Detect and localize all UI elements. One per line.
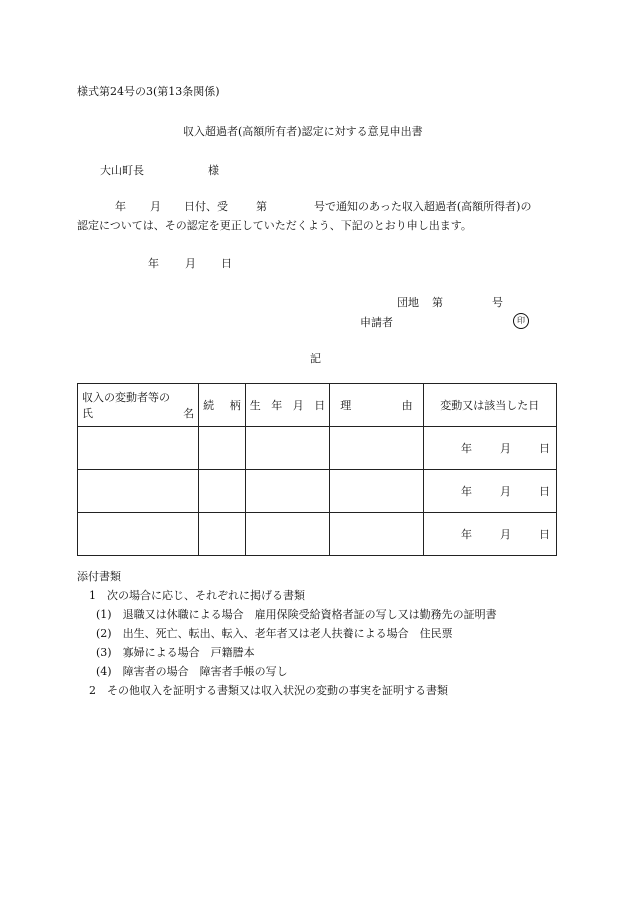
attachment-sub-item: (1) 退職又は休職による場合 雇用保険受給資格者証の写し又は勤務先の証明書 — [96, 608, 497, 621]
intro-month: 月 — [150, 200, 161, 213]
attachments-heading: 添付書類 — [77, 570, 121, 583]
header-change-date: 変動又は該当した日 — [423, 384, 556, 427]
header-relation — [199, 384, 246, 427]
table-row — [78, 427, 557, 470]
intro-line2: 認定については、その認定を更正していただくよう、下記のとおり申し出ます。 — [77, 219, 472, 232]
cell-change-date[interactable] — [423, 470, 556, 513]
intro-day-received: 日付、受 — [184, 200, 228, 213]
table-row — [78, 513, 557, 556]
header-reason-b: 由 — [401, 399, 413, 412]
attachment-sub-item: (3) 寡婦による場合 戸籍謄本 — [96, 646, 255, 659]
addressee-name: 大山町長 — [100, 164, 144, 177]
header-reason-a: 理 — [340, 399, 352, 412]
document-title: 収入超過者(高額所有者)認定に対する意見申出書 — [183, 125, 423, 138]
row-year: 年 — [461, 442, 472, 455]
header-dob-char: 生 — [249, 399, 261, 412]
row-day: 日 — [539, 485, 550, 498]
cell-reason[interactable] — [330, 470, 423, 513]
header-name — [78, 384, 199, 427]
header-relation-a: 続 — [203, 399, 215, 412]
row-month: 月 — [500, 442, 511, 455]
attachment-sub-item: (4) 障害者の場合 障害者手帳の写し — [96, 665, 288, 678]
cell-dob[interactable] — [245, 427, 329, 470]
cell-reason[interactable] — [330, 513, 423, 556]
header-name-line1: 収入の変動者等の — [82, 391, 170, 404]
header-dob — [245, 384, 329, 427]
cell-dob[interactable] — [245, 470, 329, 513]
addressee-honorific: 様 — [208, 164, 219, 177]
header-dob-char: 月 — [292, 399, 304, 412]
row-year: 年 — [461, 485, 472, 498]
cell-reason[interactable] — [330, 427, 423, 470]
attachment-item-1: 1 次の場合に応じ、それぞれに掲げる書類 — [89, 589, 305, 602]
cell-dob[interactable] — [245, 513, 329, 556]
cell-name[interactable] — [78, 427, 199, 470]
header-relation-b: 柄 — [229, 399, 241, 412]
table-row — [78, 470, 557, 513]
applicant-label: 申請者 — [360, 316, 393, 329]
intro-year: 年 — [115, 200, 126, 213]
header-reason — [330, 384, 423, 427]
applicant-danchi: 団地 — [397, 296, 419, 309]
cell-name[interactable] — [78, 470, 199, 513]
date-month: 月 — [185, 257, 196, 270]
date-day: 日 — [221, 257, 232, 270]
intro-rest-line1: 号で通知のあった収入超過者(高額所得者)の — [314, 200, 532, 213]
details-table — [77, 383, 557, 556]
row-day: 日 — [539, 442, 550, 455]
cell-relation[interactable] — [199, 470, 246, 513]
attachment-sub-item: (2) 出生、死亡、転出、転入、老年者又は老人扶養による場合 住民票 — [96, 627, 453, 640]
cell-change-date[interactable] — [423, 513, 556, 556]
attachment-item-2: 2 その他収入を証明する書類又は収入状況の変動の事実を証明する書類 — [89, 684, 448, 697]
cell-relation[interactable] — [199, 427, 246, 470]
date-year: 年 — [148, 257, 159, 270]
row-month: 月 — [500, 528, 511, 541]
row-day: 日 — [539, 528, 550, 541]
header-name-shi: 氏 — [82, 407, 93, 420]
header-dob-char: 年 — [271, 399, 283, 412]
intro-dai: 第 — [256, 200, 267, 213]
row-year: 年 — [461, 528, 472, 541]
cell-relation[interactable] — [199, 513, 246, 556]
seal-mark: 印 — [513, 313, 529, 329]
applicant-go: 号 — [492, 296, 503, 309]
cell-change-date[interactable] — [423, 427, 556, 470]
header-name-mei: 名 — [183, 407, 195, 420]
table-header-row — [78, 384, 557, 427]
row-month: 月 — [500, 485, 511, 498]
form-number: 様式第24号の3(第13条関係) — [77, 85, 220, 98]
cell-name[interactable] — [78, 513, 199, 556]
header-dob-char: 日 — [314, 399, 326, 412]
ki-heading: 記 — [310, 352, 321, 365]
applicant-dai: 第 — [432, 296, 443, 309]
